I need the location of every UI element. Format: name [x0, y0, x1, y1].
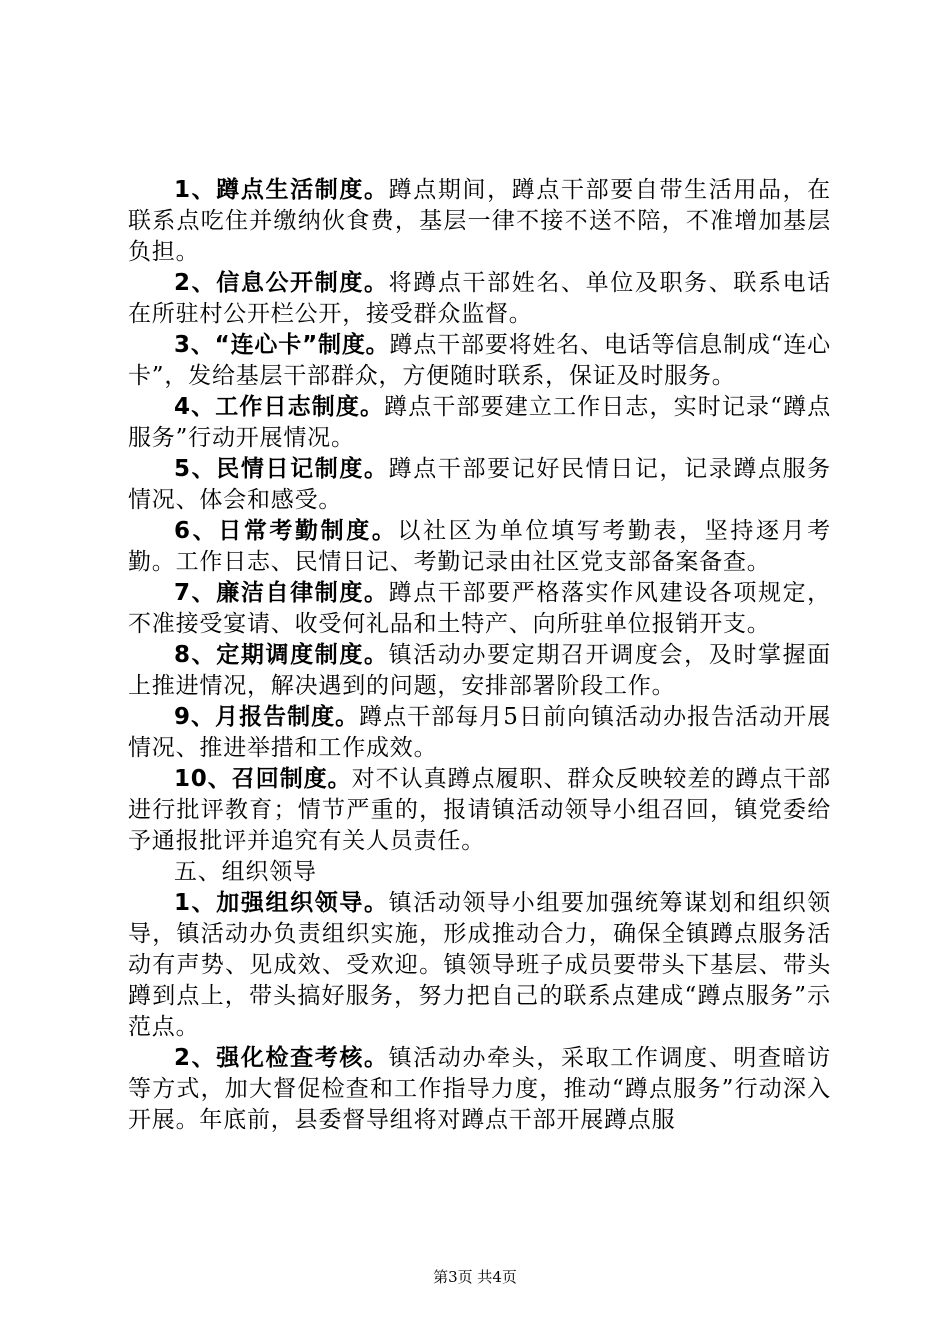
- paragraph: [128, 888, 831, 1043]
- paragraph-body: 以社区为单位填写考勤表，坚持逐月考勤。工作日志、民情日记、考勤记录由社区党支部备案备查。: [128, 518, 831, 575]
- paragraph: [128, 175, 831, 268]
- paragraph: [128, 392, 831, 454]
- paragraph-body: 蹲点干部要建立工作日志，实时记录“蹲点服务”行动开展情况。: [128, 394, 831, 451]
- paragraph-lead: 9、月报告制度。: [174, 704, 360, 730]
- paragraph-lead: 6、日常考勤制度。: [174, 518, 398, 544]
- paragraph: [128, 702, 831, 764]
- paragraph-lead: 10、召回制度。: [174, 766, 352, 792]
- paragraph-body: 对不认真蹲点履职、群众反映较差的蹲点干部进行批评教育；情节严重的，报请镇活动领导小组召回，镇党委给予通报批评并追究有关人员责任。: [128, 766, 831, 854]
- paragraph-body: 蹲点干部要将姓名、电话等信息制成“连心卡”，发给基层干部群众，方便随时联系，保证及时服务。: [128, 332, 831, 389]
- paragraph-body: 镇活动领导小组要加强统筹谋划和组织领导，镇活动办负责组织实施，形成推动合力，确保全镇蹲点服务活动有声势、见成效、受欢迎。镇领导班子成员要带头下基层、带头蹲到点上，带头搞好服务，努力把自己的联系点建成“蹲点服务”示范点。: [128, 890, 831, 1040]
- document-body: [128, 175, 831, 1136]
- paragraph-body: 镇活动办牵头，采取工作调度、明查暗访等方式，加大督促检查和工作指导力度，推动“蹲点服务”行动深入开展。年底前，县委督导组将对蹲点干部开展蹲点服: [128, 1045, 831, 1133]
- paragraph: [128, 1043, 831, 1136]
- paragraph: [128, 640, 831, 702]
- paragraph-lead: 7、廉洁自律制度。: [174, 580, 389, 606]
- paragraph: [128, 268, 831, 330]
- paragraph-body: 蹲点期间，蹲点干部要自带生活用品，在联系点吃住并缴纳伙食费，基层一律不接不送不陪，不准增加基层负担。: [128, 177, 831, 265]
- regulation-list: [128, 175, 831, 857]
- paragraph-lead: 1、加强组织领导。: [174, 890, 389, 916]
- paragraph-lead: 5、民情日记制度。: [174, 456, 389, 482]
- paragraph-lead: 2、信息公开制度。: [174, 270, 389, 296]
- paragraph-lead: 3、“连心卡”制度。: [174, 332, 390, 358]
- section-heading: 五、组织领导: [174, 859, 317, 885]
- paragraph-lead: 1、蹲点生活制度。: [174, 177, 389, 203]
- paragraph-body: 镇活动办要定期召开调度会，及时掌握面上推进情况，解决遇到的问题，安排部署阶段工作。: [128, 642, 831, 699]
- paragraph-body: 蹲点干部要严格落实作风建设各项规定，不准接受宴请、收受何礼品和土特产、向所驻单位报销开支。: [128, 580, 831, 637]
- paragraph: [128, 578, 831, 640]
- paragraph-lead: 8、定期调度制度。: [174, 642, 389, 668]
- organization-list: [128, 888, 831, 1136]
- paragraph-body: 蹲点干部每月5日前向镇活动办报告活动开展情况、推进举措和工作成效。: [128, 704, 831, 761]
- paragraph: [128, 516, 831, 578]
- paragraph-body: 蹲点干部要记好民情日记，记录蹲点服务情况、体会和感受。: [128, 456, 831, 513]
- paragraph-lead: 2、强化检查考核。: [174, 1045, 389, 1071]
- paragraph-body: 将蹲点干部姓名、单位及职务、联系电话在所驻村公开栏公开，接受群众监督。: [128, 270, 831, 327]
- paragraph-lead: 4、工作日志制度。: [174, 394, 385, 420]
- paragraph: [128, 454, 831, 516]
- paragraph: [128, 764, 831, 857]
- page-footer: 第3页 共4页: [433, 1268, 517, 1286]
- paragraph: [128, 330, 831, 392]
